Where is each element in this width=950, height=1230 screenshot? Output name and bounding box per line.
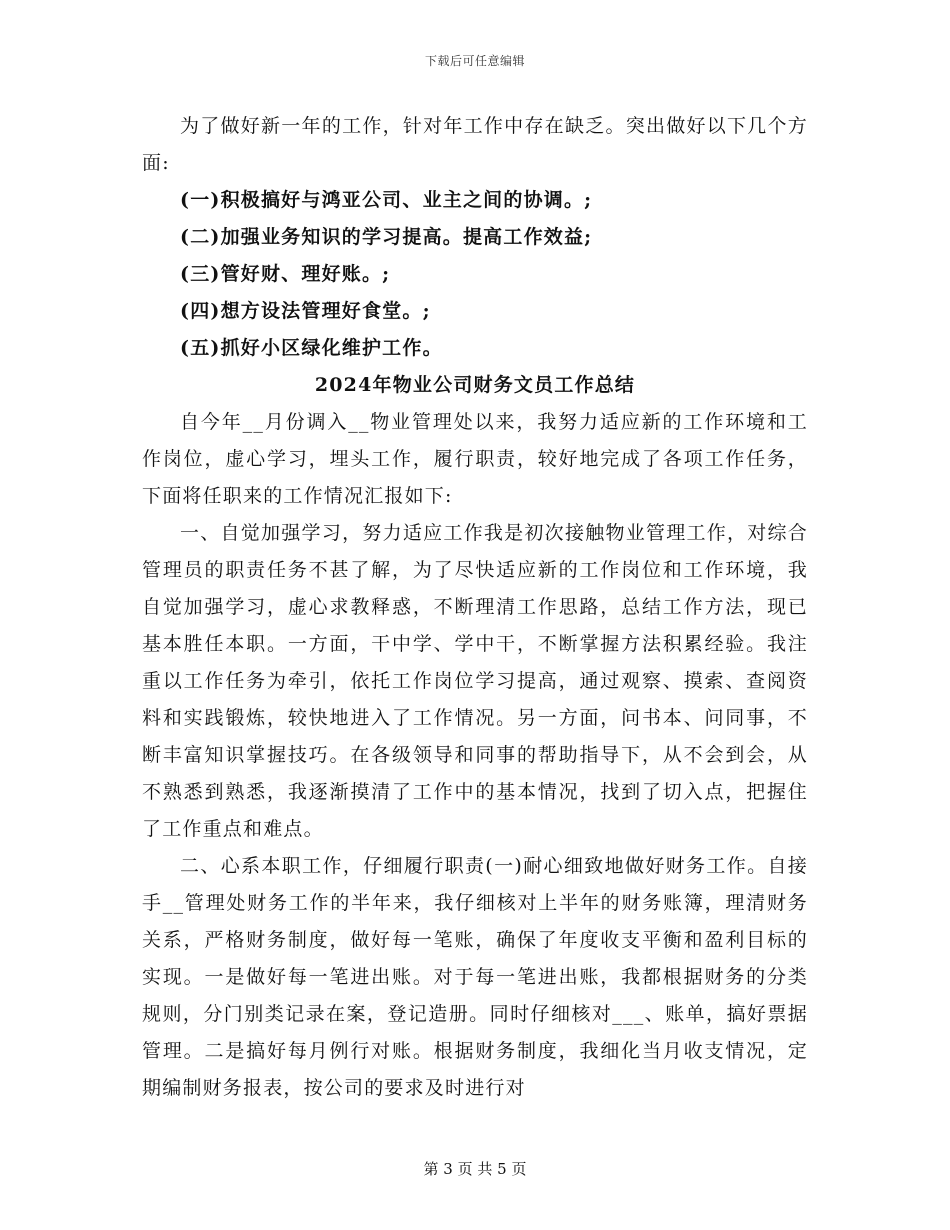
section-title: 2024年物业公司财务文员工作总结: [314, 374, 636, 396]
list-item: (三)管好财、理好账。;: [180, 263, 391, 285]
document-body: [142, 108, 808, 1107]
body-paragraph: 二、心系本职工作，仔细履行职责(一)耐心细致地做好财务工作。自接手__管理处财务工作的半年来，我仔细核对上半年的财务账簿，理清财务关系，严格财务制度，做好每一笔账，确保了年度收支平衡和盈利目标的实现。一是做好每一笔进出账。对于每一笔进出账，我都根据财务的分类规则，分门别类记录在案，登记造册。同时仔细核对___、账单，搞好票据管理。二是搞好每月例行对账。根据财务制度，我细化当月收支情况，定期编制财务报表，按公司的要求及时进行对: [142, 855, 808, 1099]
list-item: (五)抓好小区绿化维护工作。: [180, 337, 443, 359]
list-item: (一)积极搞好与鸿亚公司、业主之间的协调。;: [180, 189, 593, 211]
list-item: (二)加强业务知识的学习提高。提高工作效益;: [180, 226, 593, 248]
list-item: (四)想方设法管理好食堂。;: [180, 300, 431, 322]
intro-paragraph: 为了做好新一年的工作，针对年工作中存在缺乏。突出做好以下几个方面:: [142, 115, 808, 174]
body-paragraph: 一、自觉加强学习，努力适应工作我是初次接触物业管理工作，对综合管理员的职责任务不甚了解，为了尽快适应新的工作岗位和工作环境，我自觉加强学习，虚心求教释惑，不断理清工作思路，总结工作方法，现已基本胜任本职。一方面，干中学、学中干，不断掌握方法积累经验。我注重以工作任务为牵引，依托工作岗位学习提高，通过观察、摸索、查阅资料和实践锻炼，较快地进入了工作情况。另一方面，问书本、问同事，不断丰富知识掌握技巧。在各级领导和同事的帮助指导下，从不会到会，从不熟悉到熟悉，我逐渐摸清了工作中的基本情况，找到了切入点，把握住了工作重点和难点。: [142, 522, 808, 840]
page-header: 下载后可任意编辑: [424, 54, 525, 68]
body-paragraph: 自今年__月份调入__物业管理处以来，我努力适应新的工作环境和工作岗位，虚心学习，埋头工作，履行职责，较好地完成了各项工作任务，下面将任职来的工作情况汇报如下:: [142, 411, 808, 507]
page-number: 第 3 页 共 5 页: [423, 1160, 527, 1178]
